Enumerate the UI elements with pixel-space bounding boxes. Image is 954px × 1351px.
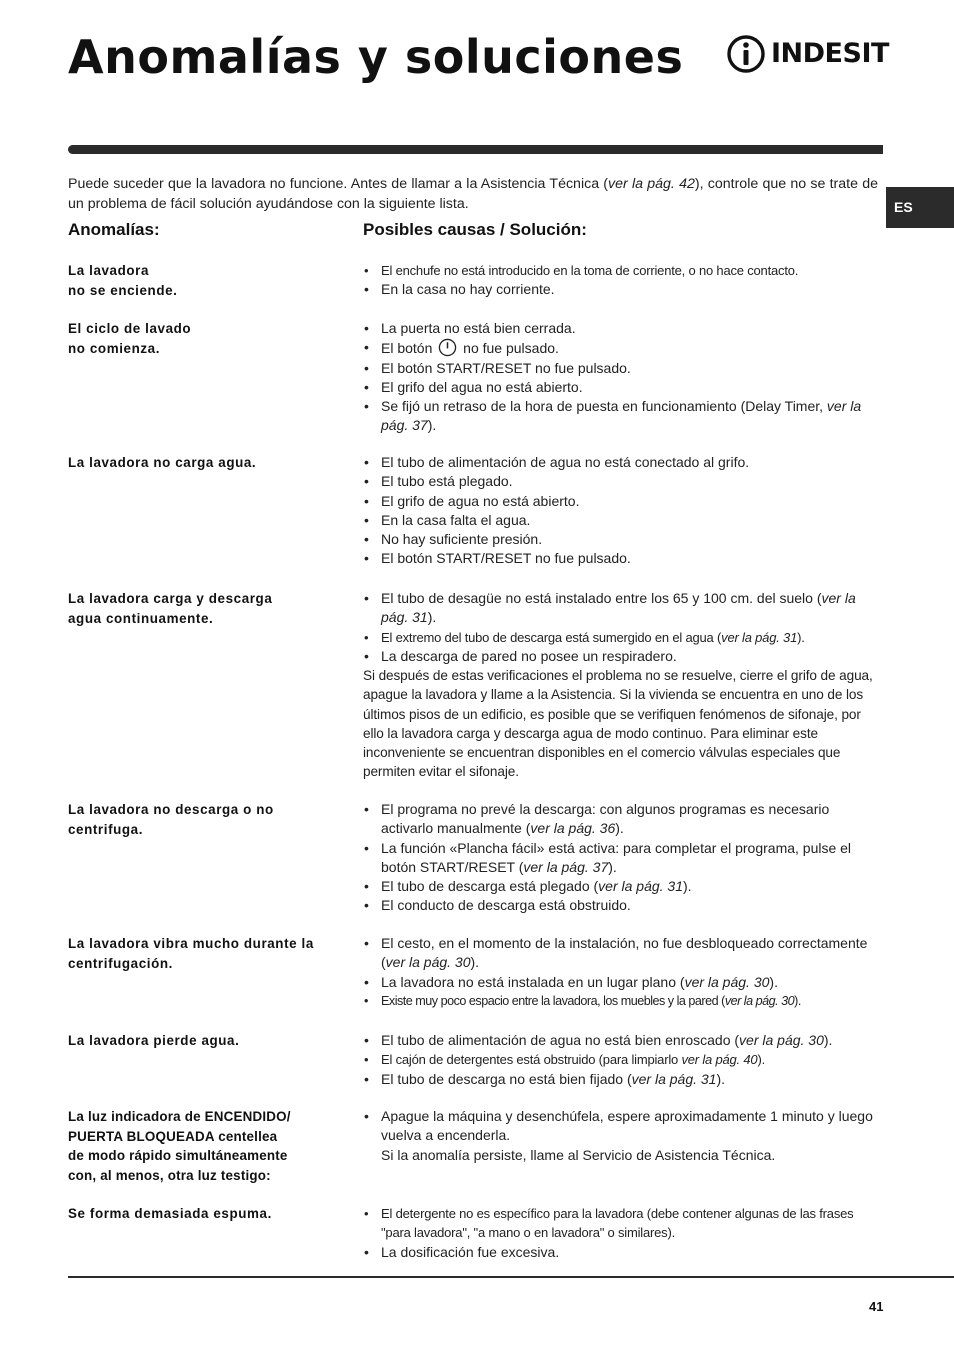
list-item: • El tubo de descarga está plegado (ver la pág. 31). [363,877,883,896]
list-item: • La descarga de pared no posee un respiradero. [363,647,883,666]
list-item: • El botón START/RESET no fue pulsado. [363,359,883,378]
list-item: • El botón START/RESET no fue pulsado. [363,549,883,568]
list-item: • El botón no fue pulsado. [363,338,883,358]
list-item: • No hay suficiente presión. [363,530,883,549]
anomaly-label: La lavadora no se enciende. [68,263,178,298]
anomaly-label: La lavadora no carga agua. [68,455,257,470]
list-item: • La puerta no está bien cerrada. [363,319,883,338]
anomaly-label: La lavadora vibra mucho durante la centrifugación. [68,936,314,971]
list-item: • El grifo del agua no está abierto. [363,378,883,397]
anomaly-label: Se forma demasiada espuma. [68,1206,272,1221]
anomaly-label: La lavadora no descarga o no centrifuga. [68,802,274,837]
list-item: • En la casa no hay corriente. [363,280,883,299]
list-item: • El cajón de detergentes está obstruido (para limpiarlo ver la pág. 40). [363,1050,883,1069]
list-item: • El grifo de agua no está abierto. [363,492,883,511]
language-tab: ES [886,187,954,228]
list-item: • En la casa falta el agua. [363,511,883,530]
list-item: • El tubo de alimentación de agua no está bien enroscado (ver la pág. 30). [363,1031,883,1050]
page-title: Anomalías y soluciones [68,30,684,84]
siphon-note: Si después de estas verificaciones el problema no se resuelve, cierre el grifo de agua, apague la lavadora y llame a la Asistencia. Si la vivienda se encuentra en uno de los últimos pisos de un edificio, es posible que se verifiquen fenómenos de sifonaje, por ello la lavadora carga y descarga agua de modo continuo. Para eliminar este inconveniente se encuentran disponibles en el comercio válvulas especiales que permiten evitar el sifonaje. [363,668,873,780]
list-item: • La función «Plancha fácil» está activa: para completar el programa, pulse el botón START/RESET (ver la pág. 37). [363,839,883,878]
list-item: • El detergente no es específico para la lavadora (debe contener algunas de las frases "para lavadora", "a mano o en lavadora" o similares). [363,1204,883,1243]
page-number: 41 [869,1299,884,1314]
causes-heading: Posibles causas / Solución: [363,220,587,239]
anomaly-label: El ciclo de lavado no comienza. [68,321,192,356]
cause-list [363,1107,883,1165]
brand-wordmark: INDESIT [771,38,889,69]
list-item: • Apague la máquina y desenchúfela, espere aproximadamente 1 minuto y luego vuelva a encenderla. Si la anomalía persiste, llame al Servicio de Asistencia Técnica. [363,1107,883,1165]
intro-paragraph: Puede suceder que la lavadora no funcione. Antes de llamar a la Asistencia Técnica (ver la pág. 42), controle que no se trate de un problema de fácil solución ayudándose con la siguiente lista. [68,176,878,212]
footer-rule [68,1276,954,1278]
list-item: • El tubo de alimentación de agua no está conectado al grifo. [363,453,883,472]
anomalies-heading: Anomalías: [68,220,160,239]
list-item: • El conducto de descarga está obstruido. [363,896,883,915]
cause-list [363,1204,883,1262]
cause-list [363,453,883,569]
list-item: • El tubo de desagüe no está instalado entre los 65 y 100 cm. del suelo (ver la pág. 31). [363,589,883,628]
list-item: • El cesto, en el momento de la instalación, no fue desbloqueado correctamente (ver la pág. 30). [363,934,883,973]
list-item: • La dosificación fue excesiva. [363,1243,883,1262]
cause-list [363,934,883,1011]
cause-list [363,319,883,436]
list-item: • El extremo del tubo de descarga está sumergido en el agua (ver la pág. 31). [363,628,883,647]
cause-list [363,800,883,916]
anomaly-label: La luz indicadora de ENCENDIDO/ PUERTA BLOQUEADA centellea de modo rápido simultáneamente con, al menos, otra luz testigo: [68,1109,291,1183]
anomaly-label: La lavadora carga y descarga agua continuamente. [68,591,273,626]
anomaly-label: La lavadora pierde agua. [68,1033,240,1048]
cause-list [363,261,883,300]
power-button-icon [438,338,457,357]
header-rule [68,145,883,154]
list-item: • Se fijó un retraso de la hora de puesta en funcionamiento (Delay Timer, ver la pág. 37). [363,397,883,436]
cause-list [363,589,883,666]
indesit-i-icon [727,34,767,74]
list-item: • El enchufe no está introducido en la toma de corriente, o no hace contacto. [363,261,883,280]
list-item: • Existe muy poco espacio entre la lavadora, los muebles y la pared (ver la pág. 30). [363,992,883,1011]
list-item: • El tubo está plegado. [363,472,883,491]
list-item: • El programa no prevé la descarga: con algunos programas es necesario activarlo manualmente (ver la pág. 36). [363,800,883,839]
cause-list [363,1031,883,1089]
list-item: • La lavadora no está instalada en un lugar plano (ver la pág. 30). [363,973,883,992]
list-item: • El tubo de descarga no está bien fijado (ver la pág. 31). [363,1070,883,1089]
brand-logo [727,34,887,74]
